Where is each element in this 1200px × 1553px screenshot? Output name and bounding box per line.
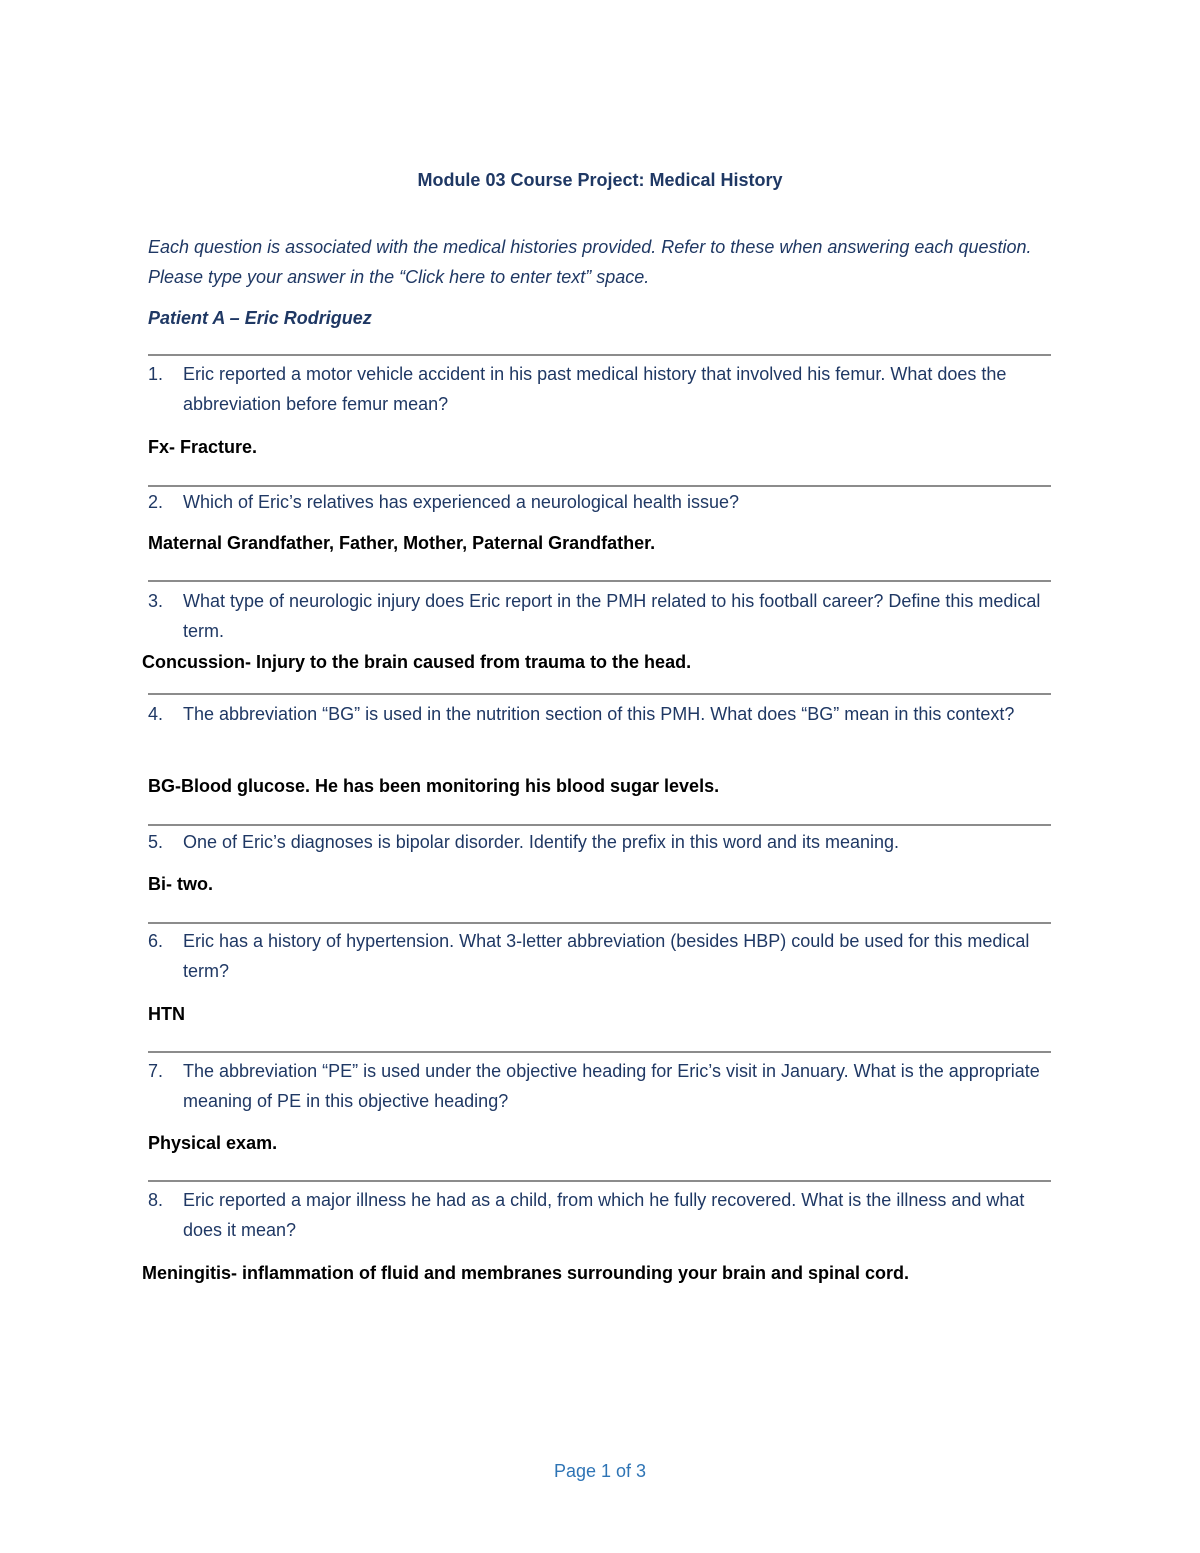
answer-3[interactable]: Concussion- Injury to the brain caused from trauma to the head. bbox=[142, 652, 692, 672]
question-text: The abbreviation “PE” is used under the objective heading for Eric’s visit in January. What is the appropriate meaning of PE in this objective heading? bbox=[183, 1061, 1040, 1111]
question-4 bbox=[148, 699, 1048, 729]
page-number: Page 1 of 3 bbox=[553, 1461, 647, 1481]
answer-5[interactable]: Bi- two. bbox=[148, 874, 213, 894]
instructions-text: Each question is associated with the medical histories provided. Refer to these when answering each question. Please type your answer in the “Click here to enter text” space. bbox=[148, 237, 1032, 287]
question-1 bbox=[148, 359, 1048, 419]
question-divider bbox=[148, 1051, 1051, 1053]
question-7 bbox=[148, 1056, 1048, 1116]
question-text: Eric reported a major illness he had as a child, from which he fully recovered. What is the illness and what does it mean? bbox=[183, 1190, 1025, 1240]
question-text: What type of neurologic injury does Eric report in the PMH related to his football career? Define this medical term. bbox=[183, 591, 1041, 641]
answer-7[interactable]: Physical exam. bbox=[148, 1133, 278, 1153]
question-text: Eric reported a motor vehicle accident in his past medical history that involved his femur. What does the abbreviation before femur mean? bbox=[183, 364, 1007, 414]
question-6 bbox=[148, 926, 1048, 986]
question-number: 2. bbox=[148, 492, 164, 512]
question-number: 7. bbox=[148, 1061, 164, 1081]
question-divider bbox=[148, 693, 1051, 695]
question-divider bbox=[148, 922, 1051, 924]
question-number: 8. bbox=[148, 1190, 164, 1210]
question-2 bbox=[148, 487, 1048, 517]
answer-4[interactable]: BG-Blood glucose. He has been monitoring his blood sugar levels. bbox=[148, 776, 720, 796]
question-number: 5. bbox=[148, 832, 164, 852]
question-number: 1. bbox=[148, 364, 164, 384]
question-text: The abbreviation “BG” is used in the nutrition section of this PMH. What does “BG” mean in this context? bbox=[183, 704, 1015, 724]
answer-8[interactable]: Meningitis- inflammation of fluid and membranes surrounding your brain and spinal cord. bbox=[142, 1263, 910, 1283]
question-5 bbox=[148, 827, 1048, 857]
question-3 bbox=[148, 586, 1048, 646]
question-text: One of Eric’s diagnoses is bipolar disorder. Identify the prefix in this word and its meaning. bbox=[183, 832, 900, 852]
question-divider bbox=[148, 580, 1051, 582]
question-divider bbox=[148, 824, 1051, 826]
question-number: 6. bbox=[148, 931, 164, 951]
question-number: 4. bbox=[148, 704, 164, 724]
question-text: Which of Eric’s relatives has experienced a neurological health issue? bbox=[183, 492, 739, 512]
document-title: Module 03 Course Project: Medical History bbox=[417, 170, 783, 190]
answer-6[interactable]: HTN bbox=[148, 1004, 185, 1024]
question-divider bbox=[148, 1180, 1051, 1182]
patient-heading: Patient A – Eric Rodriguez bbox=[148, 308, 372, 328]
question-divider bbox=[148, 354, 1051, 356]
question-text: Eric has a history of hypertension. What 3-letter abbreviation (besides HBP) could be used for this medical term? bbox=[183, 931, 1030, 981]
question-8 bbox=[148, 1185, 1048, 1245]
answer-2[interactable]: Maternal Grandfather, Father, Mother, Paternal Grandfather. bbox=[148, 533, 656, 553]
question-number: 3. bbox=[148, 591, 164, 611]
answer-1[interactable]: Fx- Fracture. bbox=[148, 437, 258, 457]
